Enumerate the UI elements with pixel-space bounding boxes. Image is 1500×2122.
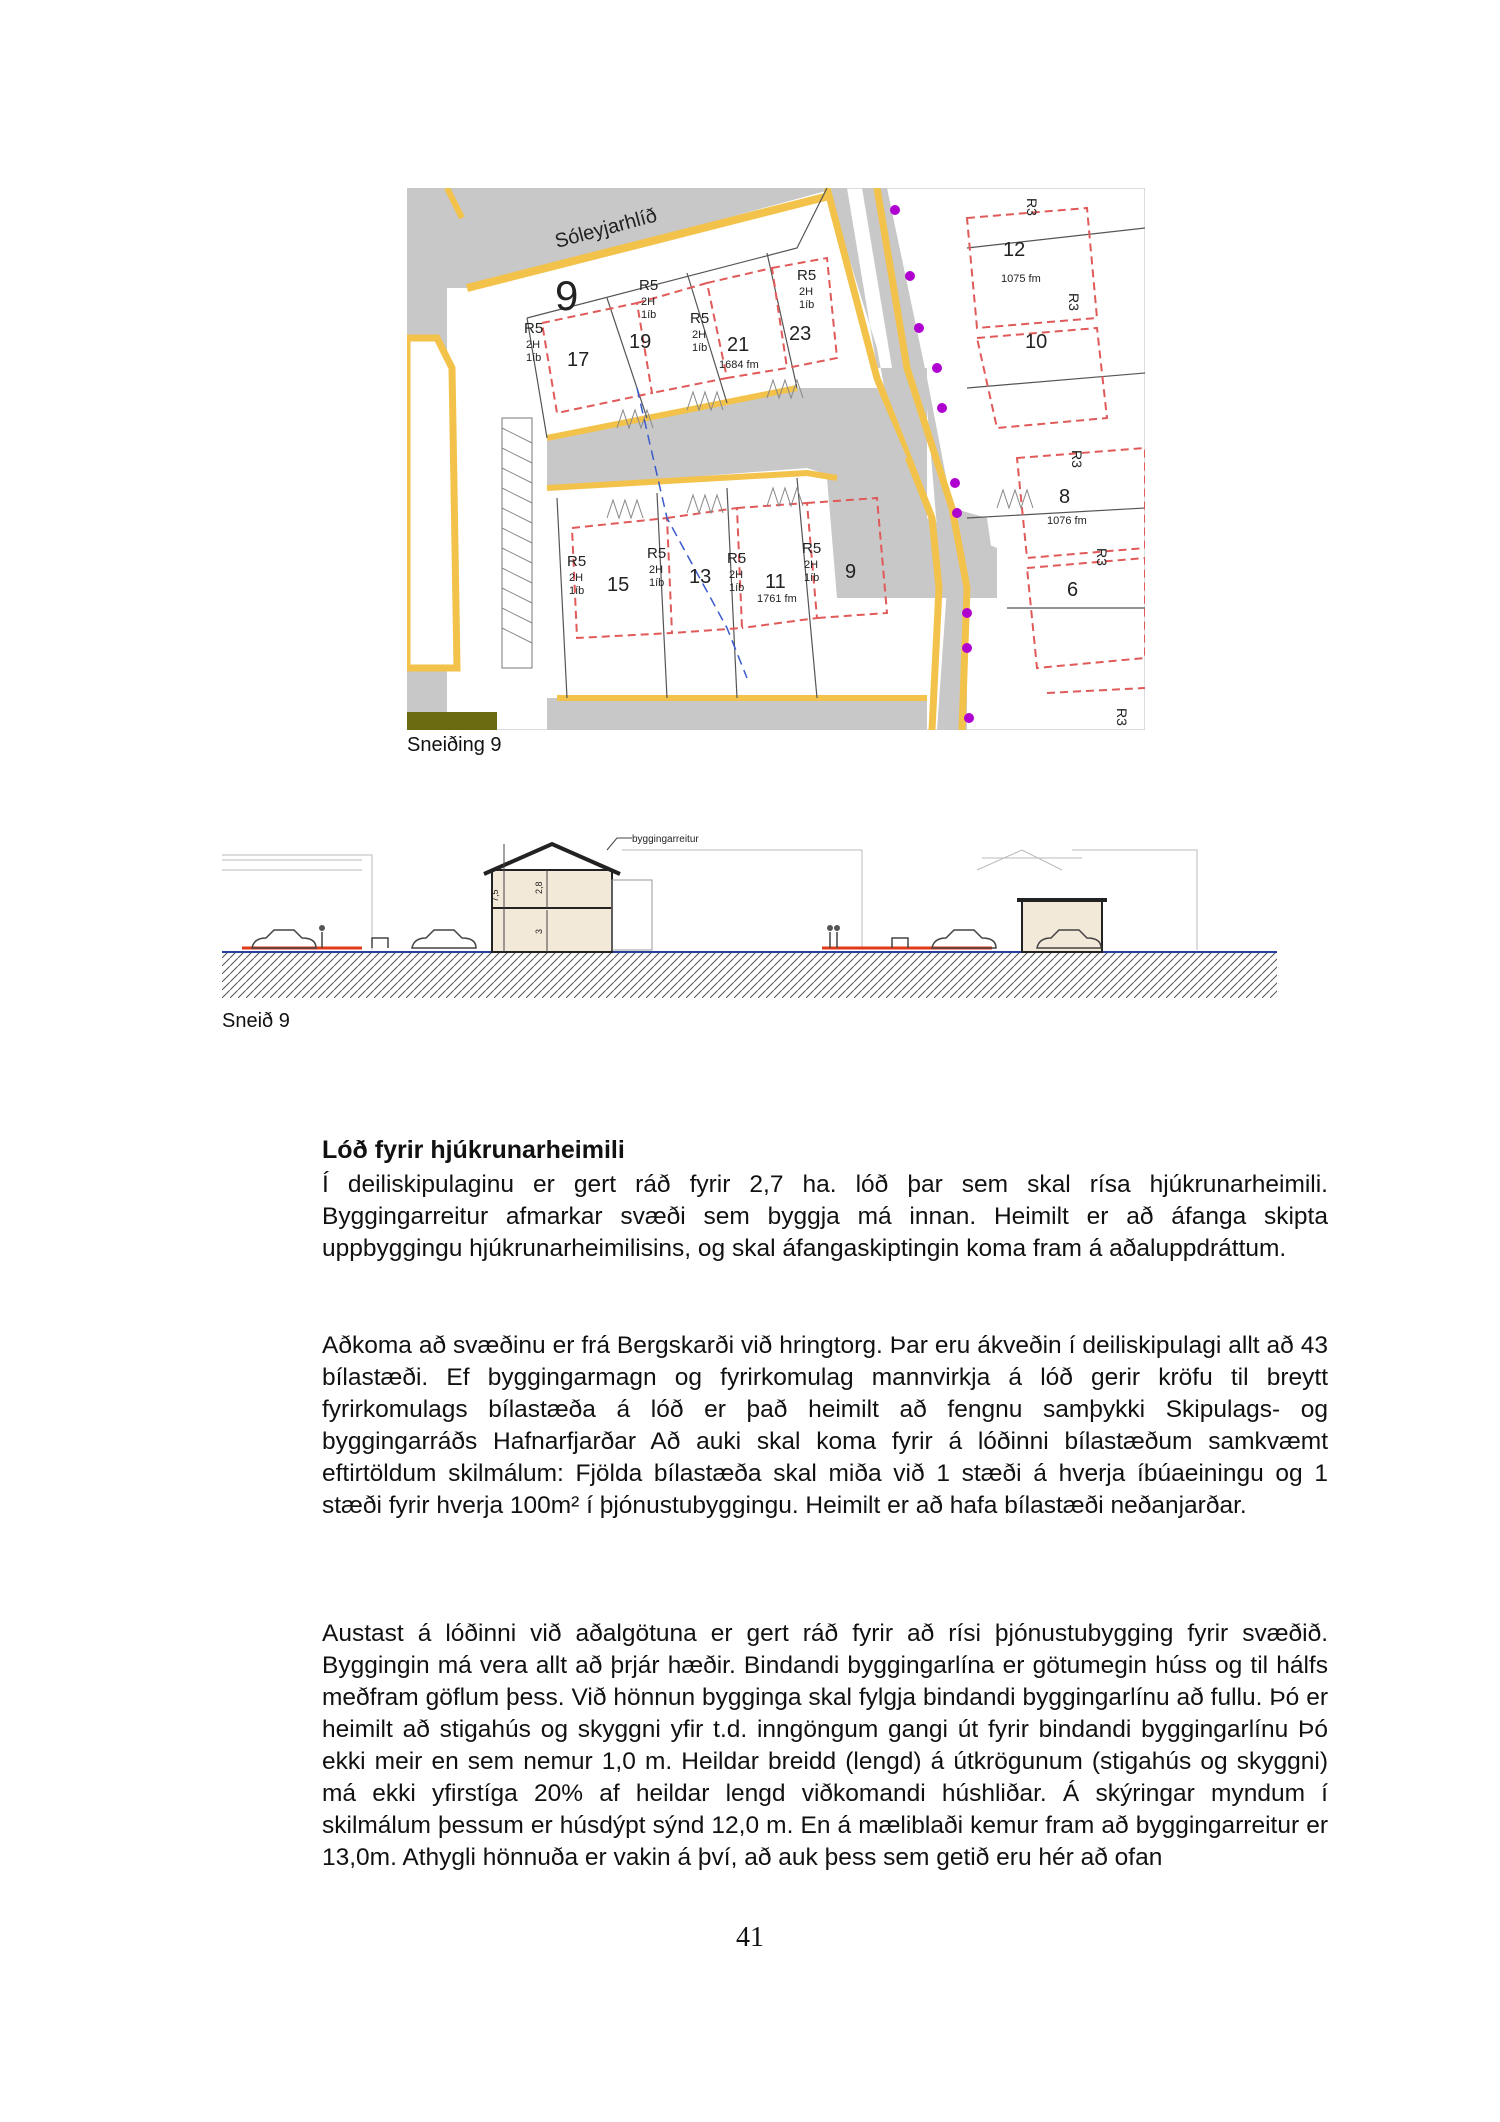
zone-right-label: R3: [1094, 548, 1110, 566]
street-name-label: Sóleyjarhlíð: [552, 204, 660, 253]
zone-height-label: 2H: [804, 559, 819, 571]
zone-units-label: 1íb: [804, 572, 820, 584]
zone-height-label: 2H: [641, 296, 656, 308]
section-heading: Lóð fyrir hjúkrunarheimili: [322, 1136, 625, 1164]
zone-right-label: R3: [1114, 708, 1130, 726]
zone-right-label: R3: [1069, 450, 1085, 468]
plan-caption: Sneiðing 9: [407, 734, 502, 756]
dimension-upper: 2,8: [534, 881, 544, 894]
zone-units-label: 1íb: [569, 585, 585, 597]
zone-height-label: 2H: [799, 286, 814, 298]
lot-number: 12: [1003, 239, 1026, 261]
zone-height-label: 2H: [692, 329, 707, 341]
lot-area-label: 1684 fm: [719, 359, 759, 371]
lot-number: 19: [629, 331, 652, 353]
lot-number: 23: [789, 323, 812, 345]
section-caption: Sneið 9: [222, 1010, 290, 1032]
zone-right-label: R3: [1066, 293, 1082, 311]
lot-area-label: 1076 fm: [1047, 515, 1087, 527]
zone-height-label: 2H: [569, 572, 584, 584]
dimension-height: 7,5: [490, 889, 500, 902]
zone-label: R5: [797, 267, 817, 284]
paragraph-3: Austast á lóðinni við aðalgötuna er gert ráð fyrir að rísi þjónustubygging fyrir svæðið. Byggingin má vera allt að þrjár hæðir. Bindandi byggingarlína er götumegin húss og til hálfs meðfram göflum þess. Við hönnun bygginga skal fylgja bindandi byggingarlínu að fullu. Þó er heimilt að stigahús og skyggni yfir t.d. inngöngum gangi út fyrir bindandi byggingarlínu Þó ekki meir en sem nemur 1,0 m. Heildar breidd (lengd) á útkrögunum (stigahús og skyggni) má ekki yfirstíga 20% af heildar lengd viðkomandi húshliðar. Á skýringar myndum í skilmálum þessum er húsdýpt sýnd 12,0 m. En á mæliblaði kemur fram að byggingarreitur er 13,0m. Athygli hönnuða er vakin á því, að auk þess sem getið eru hér að ofan: [322, 1620, 1328, 1871]
lot-number: 17: [567, 349, 590, 371]
zone-units-label: 1íb: [729, 582, 745, 594]
site-plan-map: [407, 188, 1145, 730]
lot-number: 21: [727, 334, 750, 356]
zone-label: R5: [639, 277, 659, 294]
zone-right-label: R3: [1024, 198, 1040, 216]
lot-number: 8: [1059, 486, 1071, 508]
lot-number: 9: [845, 561, 857, 583]
zone-label: R5: [802, 540, 822, 557]
lot-number: 10: [1025, 331, 1048, 353]
page-number: 41: [736, 1922, 764, 1953]
zone-units-label: 1íb: [649, 577, 665, 589]
section-marker-label: 9: [555, 272, 579, 319]
zone-units-label: 1íb: [692, 342, 708, 354]
dimension-lower: 3: [534, 928, 544, 934]
cross-section-drawing: [222, 830, 1277, 1000]
zone-units-label: 1íb: [799, 299, 815, 311]
zone-height-label: 2H: [526, 339, 541, 351]
lot-number: 13: [689, 566, 712, 588]
lot-area-label: 1761 fm: [757, 593, 797, 605]
zone-height-label: 2H: [729, 569, 744, 581]
paragraph-2: Aðkoma að svæðinu er frá Bergskarði við hringtorg. Þar eru ákveðin í deiliskipulagi allt að 43 bílastæði. Ef byggingarmagn og fyrirkomulag mannvirkja á lóð gerir kröfu til breytt fyrirkomulags bílastæða á lóð er það heimilt að fengnu samþykki Skipulags- og byggingarráðs Hafnarfjarðar Að auki skal koma fyrir á lóðinni bílastæðum samkvæmt eftirtöldum skilmálum: Fjölda bílastæða skal miða við 1 stæði á hverja íbúaeiningu og 1 stæði fyrir hverja 100m² í þjónustubyggingu. Heimilt er að hafa bílastæði neðanjarðar.: [322, 1332, 1328, 1519]
zone-label: R5: [647, 545, 667, 562]
lot-area-label: 1075 fm: [1001, 273, 1041, 285]
lot-number: 6: [1067, 579, 1079, 601]
zone-label: R5: [690, 310, 710, 327]
zone-label: R5: [567, 553, 587, 570]
lot-number: 11: [765, 571, 786, 593]
zone-units-label: 1íb: [641, 309, 657, 321]
building-area-label: byggingarreitur: [632, 834, 699, 845]
zone-label: R5: [524, 320, 544, 337]
zone-height-label: 2H: [649, 564, 664, 576]
paragraph-1: Í deiliskipulaginu er gert ráð fyrir 2,7 ha. lóð þar sem skal rísa hjúkrunarheimili. Byggingarreitur afmarkar svæði sem byggja má innan. Heimilt er að áfanga skipta uppbyggingu hjúkrunarheimilisins, og skal áfangaskiptingin koma fram á aðaluppdráttum.: [322, 1171, 1328, 1262]
zone-label: R5: [727, 550, 747, 567]
lot-number: 15: [607, 574, 630, 596]
zone-units-label: 1íb: [526, 352, 542, 364]
